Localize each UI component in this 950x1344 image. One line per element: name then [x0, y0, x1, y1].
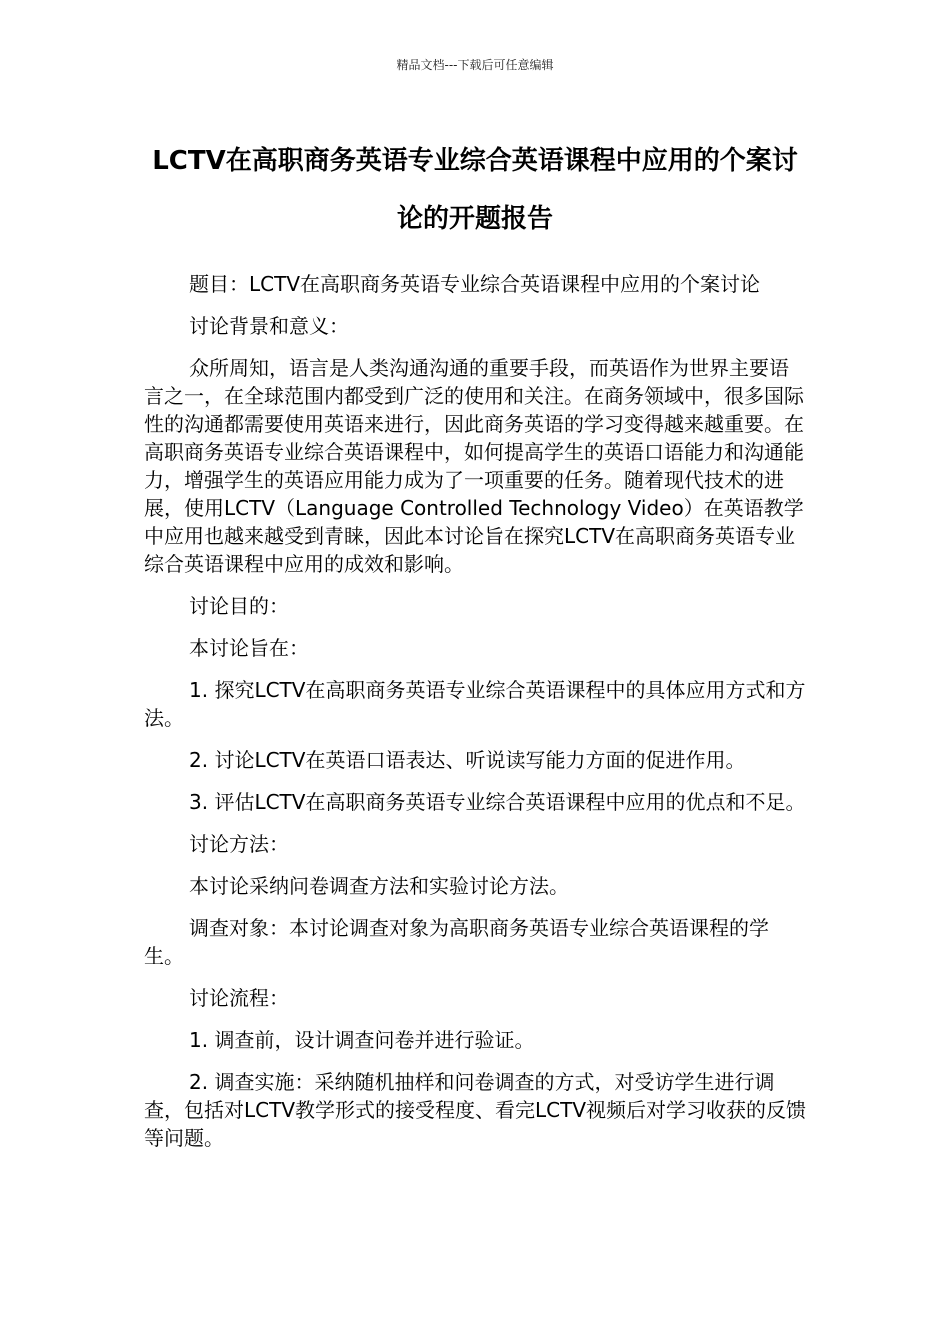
paragraph-purpose-intro: 本讨论旨在：	[189, 636, 309, 660]
page-header: 精品文档---下载后可任意编辑	[396, 58, 554, 72]
paragraph-background: 众所周知，语言是人类沟通沟通的重要手段，而英语作为世界主要语言之一，在全球范围内都受到广泛的使用和关注。在商务领域中，很多国际性的沟通都需要使用英语来进行，因此商务英语的学习变得越来越重要。在高职商务英语专业综合英语课程中，如何提高学生的英语口语能力和沟通能力，增强学生的英语应用能力成为了一项重要的任务。随着现代技术的进展，使用LCTV（Language Controlled Technology Video）在英语教学中应用也越来越受到青睐，因此本讨论旨在探究LCTV在高职商务英语专业综合英语课程中应用的成效和影响。	[144, 356, 804, 576]
list-item-process-2: 2. 调查实施：采纳随机抽样和问卷调查的方式，对受访学生进行调查，包括对LCTV教学形式的接受程度、看完LCTV视频后对学习收获的反馈等问题。	[144, 1070, 807, 1150]
paragraph-topic: 题目：LCTV在高职商务英语专业综合英语课程中应用的个案讨论	[189, 272, 761, 296]
list-item-purpose-2: 2. 讨论LCTV在英语口语表达、听说读写能力方面的促进作用。	[189, 748, 746, 772]
list-item-purpose-3: 3. 评估LCTV在高职商务英语专业综合英语课程中应用的优点和不足。	[189, 790, 806, 814]
paragraph-method: 本讨论采纳问卷调查方法和实验讨论方法。	[189, 874, 569, 898]
heading-process: 讨论流程：	[189, 986, 289, 1010]
paragraph-subjects: 调查对象：本讨论调查对象为高职商务英语专业综合英语课程的学生。	[144, 916, 769, 968]
heading-background: 讨论背景和意义：	[189, 314, 349, 338]
heading-purpose: 讨论目的：	[189, 594, 289, 618]
heading-method: 讨论方法：	[189, 832, 289, 856]
list-item-process-1: 1. 调查前，设计调查问卷并进行验证。	[189, 1028, 535, 1052]
document-title: LCTV在高职商务英语专业综合英语课程中应用的个案讨论的开题报告	[152, 146, 798, 234]
document-body	[144, 270, 808, 1166]
list-item-purpose-1: 1. 探究LCTV在高职商务英语专业综合英语课程中的具体应用方式和方法。	[144, 678, 806, 730]
